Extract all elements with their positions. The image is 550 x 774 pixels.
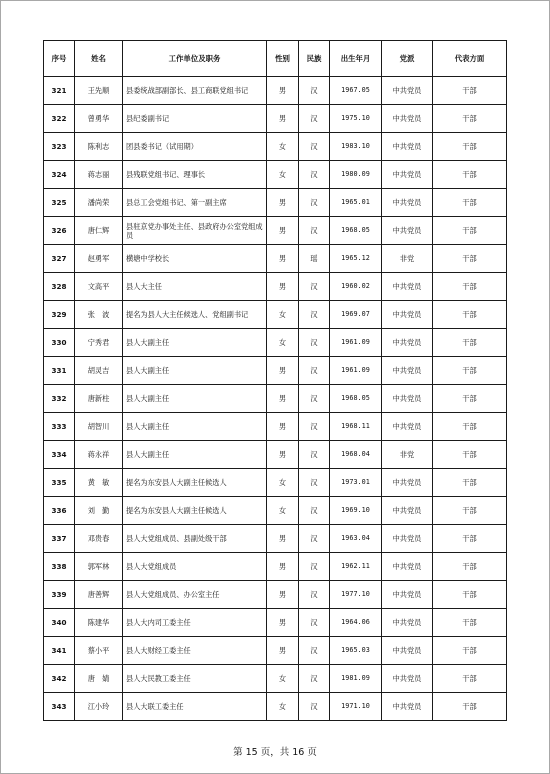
representing-cell: 干部 [433,497,507,525]
party-cell: 中共党员 [382,413,433,441]
seq-cell: 321 [44,77,75,105]
header-row [44,41,507,77]
birth-cell: 1968.05 [330,217,382,245]
party-cell: 中共党员 [382,581,433,609]
table-header [44,41,507,77]
ethnicity-cell: 汉 [299,77,330,105]
seq-cell: 342 [44,665,75,693]
name-cell: 赵勇军 [75,245,123,273]
gender-cell: 男 [267,385,299,413]
birth-cell: 1971.10 [330,693,382,721]
party-cell: 非党 [382,245,433,273]
party-cell: 中共党员 [382,497,433,525]
birth-cell: 1960.02 [330,273,382,301]
representing-cell: 干部 [433,441,507,469]
table-row [44,637,507,665]
header-unit: 工作单位及职务 [123,41,267,77]
party-cell: 中共党员 [382,665,433,693]
ethnicity-cell: 汉 [299,441,330,469]
table-row [44,245,507,273]
name-cell: 陈建华 [75,609,123,637]
ethnicity-cell: 汉 [299,581,330,609]
table-row [44,77,507,105]
unit-cell: 县残联党组书记、理事长 [123,161,267,189]
party-cell: 中共党员 [382,637,433,665]
party-cell: 中共党员 [382,385,433,413]
ethnicity-cell: 汉 [299,525,330,553]
gender-cell: 男 [267,609,299,637]
header-birth: 出生年月 [330,41,382,77]
birth-cell: 1983.10 [330,133,382,161]
representing-cell: 干部 [433,105,507,133]
birth-cell: 1975.10 [330,105,382,133]
header-ethnicity: 民族 [299,41,330,77]
unit-cell: 县人大副主任 [123,329,267,357]
table-row [44,413,507,441]
party-cell: 中共党员 [382,105,433,133]
unit-cell: 县人大副主任 [123,441,267,469]
birth-cell: 1965.03 [330,637,382,665]
seq-cell: 339 [44,581,75,609]
name-cell: 蒋志丽 [75,161,123,189]
ethnicity-cell: 汉 [299,637,330,665]
birth-cell: 1964.06 [330,609,382,637]
header-party: 党派 [382,41,433,77]
table-row [44,581,507,609]
gender-cell: 女 [267,329,299,357]
unit-cell: 县人大党组成员、县副处级干部 [123,525,267,553]
gender-cell: 男 [267,441,299,469]
unit-cell: 县人大副主任 [123,385,267,413]
birth-cell: 1969.07 [330,301,382,329]
unit-cell: 县驻京党办事处主任、县政府办公室党组成员 [123,217,267,245]
birth-cell: 1967.05 [330,77,382,105]
gender-cell: 女 [267,469,299,497]
ethnicity-cell: 汉 [299,133,330,161]
ethnicity-cell: 汉 [299,609,330,637]
table-row [44,217,507,245]
seq-cell: 334 [44,441,75,469]
gender-cell: 女 [267,133,299,161]
table-row [44,441,507,469]
gender-cell: 女 [267,161,299,189]
birth-cell: 1962.11 [330,553,382,581]
ethnicity-cell: 汉 [299,161,330,189]
name-cell: 文高平 [75,273,123,301]
party-cell: 中共党员 [382,329,433,357]
party-cell: 中共党员 [382,301,433,329]
table-row [44,497,507,525]
header-seq: 序号 [44,41,75,77]
unit-cell: 提名为县人大主任候选人、党组副书记 [123,301,267,329]
seq-cell: 340 [44,609,75,637]
ethnicity-cell: 汉 [299,105,330,133]
gender-cell: 女 [267,665,299,693]
ethnicity-cell: 汉 [299,329,330,357]
table-row [44,525,507,553]
gender-cell: 女 [267,301,299,329]
name-cell: 郭军林 [75,553,123,581]
gender-cell: 男 [267,245,299,273]
gender-cell: 女 [267,497,299,525]
representing-cell: 干部 [433,553,507,581]
birth-cell: 1968.11 [330,413,382,441]
name-cell: 蒋永祥 [75,441,123,469]
birth-cell: 1981.09 [330,665,382,693]
page-number: 第 15 页，共 16 页 [233,747,317,758]
table-row [44,693,507,721]
birth-cell: 1968.05 [330,385,382,413]
name-cell: 曾勇华 [75,105,123,133]
representing-cell: 干部 [433,245,507,273]
name-cell: 胡灵吉 [75,357,123,385]
name-cell: 宁秀君 [75,329,123,357]
ethnicity-cell: 汉 [299,553,330,581]
name-cell: 蔡小平 [75,637,123,665]
table-row [44,665,507,693]
gender-cell: 男 [267,105,299,133]
birth-cell: 1968.04 [330,441,382,469]
ethnicity-cell: 汉 [299,189,330,217]
seq-cell: 324 [44,161,75,189]
name-cell: 潘尚荣 [75,189,123,217]
unit-cell: 横塘中学校长 [123,245,267,273]
name-cell: 张 波 [75,301,123,329]
unit-cell: 县人大联工委主任 [123,693,267,721]
party-cell: 中共党员 [382,161,433,189]
gender-cell: 女 [267,693,299,721]
party-cell: 中共党员 [382,357,433,385]
unit-cell: 县人大副主任 [123,357,267,385]
seq-cell: 323 [44,133,75,161]
ethnicity-cell: 汉 [299,357,330,385]
representing-cell: 干部 [433,525,507,553]
seq-cell: 328 [44,273,75,301]
birth-cell: 1963.04 [330,525,382,553]
representing-cell: 干部 [433,273,507,301]
unit-cell: 县人大内司工委主任 [123,609,267,637]
party-cell: 中共党员 [382,525,433,553]
birth-cell: 1965.01 [330,189,382,217]
name-cell: 邓贵春 [75,525,123,553]
name-cell: 陈利志 [75,133,123,161]
unit-cell: 县总工会党组书记、第一副主席 [123,189,267,217]
seq-cell: 331 [44,357,75,385]
unit-cell: 县人大主任 [123,273,267,301]
table-row [44,301,507,329]
unit-cell: 县人大民教工委主任 [123,665,267,693]
table-row [44,385,507,413]
seq-cell: 336 [44,497,75,525]
representing-cell: 干部 [433,609,507,637]
name-cell: 王先顺 [75,77,123,105]
representing-cell: 干部 [433,217,507,245]
seq-cell: 341 [44,637,75,665]
gender-cell: 男 [267,357,299,385]
party-cell: 中共党员 [382,77,433,105]
birth-cell: 1961.09 [330,357,382,385]
table-row [44,469,507,497]
seq-cell: 333 [44,413,75,441]
seq-cell: 327 [44,245,75,273]
seq-cell: 343 [44,693,75,721]
birth-cell: 1980.09 [330,161,382,189]
unit-cell: 县人大副主任 [123,413,267,441]
seq-cell: 325 [44,189,75,217]
name-cell: 胡智川 [75,413,123,441]
ethnicity-cell: 汉 [299,301,330,329]
deputy-roster-table [43,40,507,721]
representing-cell: 干部 [433,385,507,413]
seq-cell: 329 [44,301,75,329]
unit-cell: 县纪委副书记 [123,105,267,133]
ethnicity-cell: 汉 [299,469,330,497]
name-cell: 江小玲 [75,693,123,721]
representing-cell: 干部 [433,637,507,665]
party-cell: 中共党员 [382,133,433,161]
representing-cell: 干部 [433,665,507,693]
gender-cell: 男 [267,189,299,217]
gender-cell: 男 [267,273,299,301]
party-cell: 非党 [382,441,433,469]
seq-cell: 332 [44,385,75,413]
representing-cell: 干部 [433,77,507,105]
representing-cell: 干部 [433,357,507,385]
unit-cell: 县委统战部副部长、县工商联党组书记 [123,77,267,105]
unit-cell: 团县委书记（试用期） [123,133,267,161]
ethnicity-cell: 汉 [299,665,330,693]
table-row [44,273,507,301]
table-body [44,77,507,721]
party-cell: 中共党员 [382,693,433,721]
representing-cell: 干部 [433,413,507,441]
birth-cell: 1965.12 [330,245,382,273]
birth-cell: 1973.01 [330,469,382,497]
table-row [44,329,507,357]
unit-cell: 县人大党组成员 [123,553,267,581]
representing-cell: 干部 [433,189,507,217]
ethnicity-cell: 瑶 [299,245,330,273]
gender-cell: 男 [267,637,299,665]
representing-cell: 干部 [433,133,507,161]
header-gender: 性别 [267,41,299,77]
table-row [44,133,507,161]
unit-cell: 县人大党组成员、办公室主任 [123,581,267,609]
seq-cell: 335 [44,469,75,497]
representing-cell: 干部 [433,301,507,329]
header-name: 姓名 [75,41,123,77]
seq-cell: 338 [44,553,75,581]
name-cell: 刘 勤 [75,497,123,525]
ethnicity-cell: 汉 [299,413,330,441]
seq-cell: 330 [44,329,75,357]
party-cell: 中共党员 [382,609,433,637]
seq-cell: 322 [44,105,75,133]
gender-cell: 男 [267,525,299,553]
unit-cell: 提名为东安县人大副主任候选人 [123,497,267,525]
representing-cell: 干部 [433,693,507,721]
table-row [44,553,507,581]
header-representing: 代表方面 [433,41,507,77]
table-row [44,189,507,217]
seq-cell: 337 [44,525,75,553]
party-cell: 中共党员 [382,217,433,245]
unit-cell: 提名为东安县人大副主任候选人 [123,469,267,497]
name-cell: 唐新柱 [75,385,123,413]
ethnicity-cell: 汉 [299,693,330,721]
name-cell: 黄 敏 [75,469,123,497]
party-cell: 中共党员 [382,273,433,301]
table-row [44,357,507,385]
representing-cell: 干部 [433,581,507,609]
birth-cell: 1977.10 [330,581,382,609]
gender-cell: 男 [267,553,299,581]
gender-cell: 男 [267,413,299,441]
birth-cell: 1961.09 [330,329,382,357]
name-cell: 唐仁辉 [75,217,123,245]
gender-cell: 男 [267,581,299,609]
name-cell: 唐 婧 [75,665,123,693]
party-cell: 中共党员 [382,553,433,581]
ethnicity-cell: 汉 [299,217,330,245]
table-row [44,609,507,637]
table-row [44,105,507,133]
ethnicity-cell: 汉 [299,497,330,525]
party-cell: 中共党员 [382,469,433,497]
unit-cell: 县人大财经工委主任 [123,637,267,665]
name-cell: 唐善辉 [75,581,123,609]
gender-cell: 男 [267,77,299,105]
party-cell: 中共党员 [382,189,433,217]
seq-cell: 326 [44,217,75,245]
representing-cell: 干部 [433,329,507,357]
ethnicity-cell: 汉 [299,273,330,301]
ethnicity-cell: 汉 [299,385,330,413]
gender-cell: 男 [267,217,299,245]
table-row [44,161,507,189]
representing-cell: 干部 [433,161,507,189]
representing-cell: 干部 [433,469,507,497]
birth-cell: 1969.10 [330,497,382,525]
